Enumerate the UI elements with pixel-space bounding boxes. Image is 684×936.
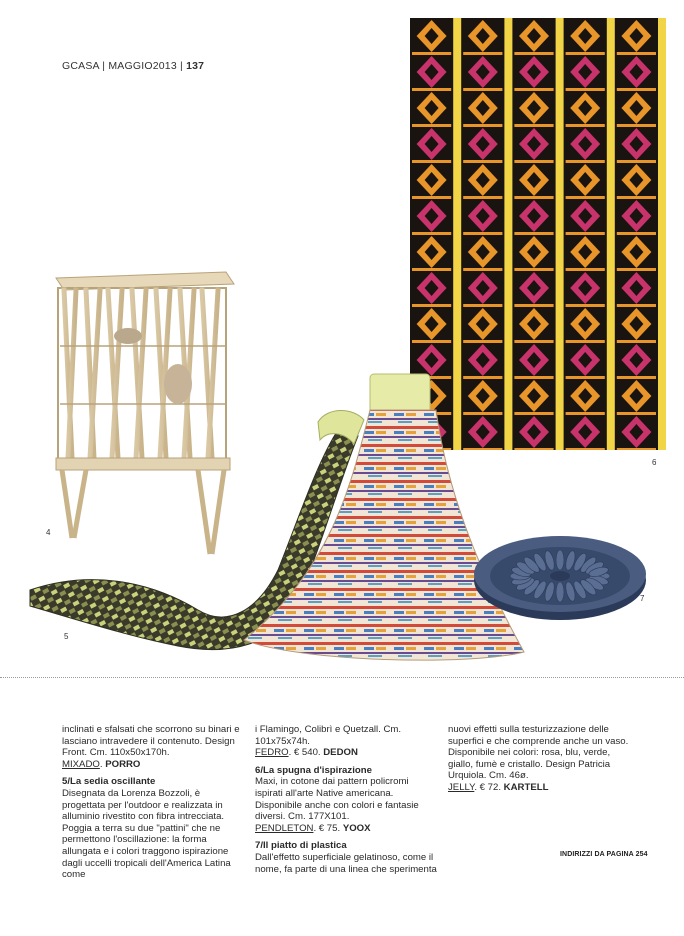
- item-7-cont: nuovi effetti sulla testurizzazione delle superfici e che comprende anche un vaso. Disponibile nei colori: rosa, blu, verde, giallo, fumè e cristallo. Design Patricia Urquiola. Cm. 46ø.: [448, 724, 629, 782]
- brand-yoox: YOOX: [342, 822, 371, 834]
- item-6-title: La spugna d'ispirazione: [263, 764, 372, 776]
- issue-date: MAGGIO2013: [108, 60, 177, 72]
- item-5-cont: i Flamingo, Colibrì e Quetzall. Cm. 101x75x74h.: [255, 724, 402, 747]
- page-number: 137: [186, 60, 205, 72]
- shop-link-fedro[interactable]: FEDRO: [255, 747, 289, 759]
- item-5-price: . € 540.: [288, 747, 324, 759]
- figure-number-7: 7: [640, 594, 645, 603]
- page-header: GCASA | MAGGIO2013 | 137: [62, 60, 205, 72]
- intro-text: inclinati e sfalsati che scorrono su binari e lasciano intravedere il contenuto. Design Front. Cm. 110x50x170h.: [62, 724, 240, 759]
- figure-number-6: 6: [652, 458, 657, 467]
- intro-paragraph: [62, 724, 244, 770]
- plate-product-image: [470, 524, 650, 624]
- item-6-price: . € 75.: [313, 822, 343, 834]
- item-5-number: 5/: [62, 776, 71, 788]
- item-5-body: Disegnata da Lorenza Bozzoli, è progettata per l'outdoor e realizzata in alluminio rivestito con fibra intrecciata. Poggia a terra su due "pattini" che ne permettono l'oscillazione: la forma allungata e i colori traggono ispirazione dagli uccelli tropicali dell'America Latina come: [62, 787, 231, 881]
- figure-number-4: 4: [46, 528, 51, 537]
- item-6-number: 6/: [255, 764, 264, 776]
- item-5-title: La sedia oscillante: [70, 776, 156, 788]
- brand-porro: PORRO: [105, 758, 141, 770]
- shop-link-pendleton[interactable]: PENDLETON: [255, 822, 314, 834]
- item-6-body: Maxi, in cotone dai pattern policromi ispirati all'arte Native americana. Disponibile anche con colori e fantasie diversi. Cm. 177X101.: [255, 776, 419, 823]
- brand-dedon: DEDON: [323, 747, 358, 759]
- shop-link-jelly[interactable]: JELLY: [448, 781, 475, 793]
- shop-link-mixado[interactable]: MIXADO: [62, 758, 100, 770]
- text-column-3: [448, 724, 630, 800]
- brand-kartell: KARTELL: [503, 781, 549, 793]
- item-5-heading: [62, 776, 155, 787]
- item-7-heading: [255, 840, 347, 851]
- item-7-number: 7/: [255, 840, 264, 852]
- item-5-continued: [255, 724, 437, 759]
- divider: [0, 677, 684, 678]
- item-5: [62, 776, 244, 880]
- magazine-brand: GCASA: [62, 60, 100, 72]
- item-6: [255, 765, 437, 835]
- addresses-reference: INDIRIZZI DA PAGINA 254: [560, 851, 648, 858]
- towel-draped-image: [240, 370, 530, 670]
- figure-number-5: 5: [64, 632, 69, 641]
- item-7-title: Il piatto di plastica: [263, 840, 347, 852]
- text-column-1: [62, 724, 244, 887]
- item-7-body: Dall'effetto superficiale gelatinoso, come il nome, fa parte di una linea che sperimenta: [255, 851, 437, 875]
- item-7-price: . € 72.: [474, 781, 504, 793]
- separator: .: [99, 758, 106, 770]
- item-7: [255, 840, 437, 875]
- text-column-2: [255, 724, 437, 881]
- item-7-continued: [448, 724, 630, 794]
- item-6-heading: [255, 765, 372, 776]
